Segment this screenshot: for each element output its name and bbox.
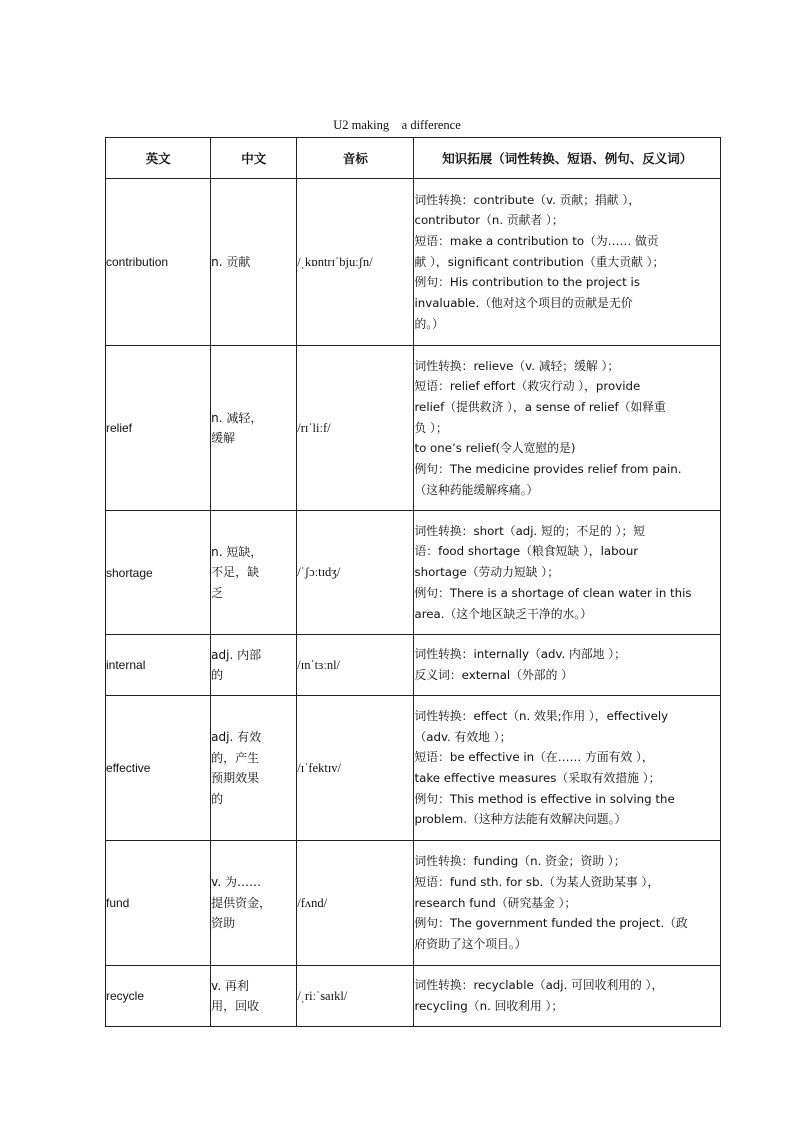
header-chinese: 中文: [211, 138, 297, 179]
chinese-line: n. 减轻，: [211, 410, 263, 425]
chinese-cell: [211, 511, 297, 635]
notes-line: 的。）: [414, 316, 444, 331]
chinese-line: adj. 有效: [211, 730, 262, 744]
phonetic-cell: /fʌnd/: [297, 841, 414, 966]
notes-cell: [414, 841, 721, 966]
chinese-line: 提供资金，: [211, 895, 272, 910]
word-cell: fund: [106, 841, 211, 966]
phonetic-cell: /ɪnˈtɜːnl/: [297, 635, 414, 696]
chinese-cell: [211, 635, 297, 696]
notes-line: 词性转换：contribute（v. 贡献；捐献 ），: [414, 192, 641, 207]
table-row: [106, 696, 721, 841]
notes-line: problem.（这种方法能有效解决问题。）: [414, 812, 627, 827]
chinese-line: n. 贡献: [211, 254, 251, 269]
notes-line: 例句：The medicine provides relief from pain.: [414, 462, 682, 477]
phonetic-cell: /ˌriːˈsaɪkl/: [297, 966, 414, 1027]
phonetic-cell: /ˈʃɔːtɪdʒ/: [297, 511, 414, 635]
chinese-line: 的: [211, 791, 224, 806]
notes-line: to one’s relief(令人宽慰的是): [414, 441, 576, 456]
table-row: [106, 346, 721, 511]
notes-line: research fund（研究基金 ）；: [414, 895, 577, 910]
chinese-line: 不足，缺: [211, 565, 260, 580]
notes-line: 反义词：external（外部的 ）: [414, 668, 573, 682]
chinese-cell: [211, 179, 297, 346]
notes-cell: [414, 346, 721, 511]
notes-line: 词性转换：effect（n. 效果;作用 ），effectively: [414, 708, 669, 723]
header-row: [106, 138, 721, 179]
notes-line: 短语：be effective in（在…… 方面有效 ），: [414, 750, 654, 765]
word-cell: recycle: [106, 966, 211, 1027]
chinese-line: 乏: [211, 585, 224, 600]
table-row: [106, 511, 721, 635]
notes-line: 负 ）；: [414, 420, 448, 435]
header-notes: 知识拓展（词性转换、短语、例句、反义词）: [414, 138, 721, 179]
chinese-cell: [211, 841, 297, 966]
notes-line: 词性转换：short（adj. 短的；不足的 ）；短: [414, 523, 646, 538]
notes-cell: [414, 696, 721, 841]
vocabulary-table: [105, 137, 721, 1027]
chinese-line: 预期效果: [211, 771, 260, 785]
notes-line: shortage（劳动力短缺 ）；: [414, 565, 559, 580]
notes-cell: [414, 635, 721, 696]
chinese-cell: [211, 346, 297, 511]
notes-line: area.（这个地区缺乏干净的水。）: [414, 606, 592, 621]
notes-line: 短语：fund sth. for sb.（为某人资助某事 ），: [414, 874, 660, 889]
notes-line: 例句：The government funded the project.（政: [414, 916, 688, 931]
chinese-line: adj. 内部: [211, 647, 262, 662]
notes-line: 词性转换：recyclable（adj. 可回收利用的 ），: [414, 978, 664, 993]
notes-line: 词性转换：internally（adv. 内部地 ）；: [414, 647, 626, 662]
chinese-cell: [211, 966, 297, 1027]
notes-line: 短语：make a contribution to（为…… 做贡: [414, 233, 659, 248]
phonetic-cell: /rɪˈliːf/: [297, 346, 414, 511]
notes-line: （adv. 有效地 ）；: [414, 729, 512, 744]
notes-line: contributor（n. 贡献者 ）；: [414, 213, 564, 228]
header-phonetic: 音标: [297, 138, 414, 179]
notes-line: 例句：There is a shortage of clean water in this: [414, 585, 692, 600]
word-cell: relief: [106, 346, 211, 511]
notes-line: 府资助了这个项目。）: [414, 937, 527, 952]
chinese-line: 的: [211, 668, 224, 682]
header-english: 英文: [106, 138, 211, 179]
table-row: [106, 966, 721, 1027]
table-row: [106, 179, 721, 346]
notes-line: 例句：His contribution to the project is: [414, 275, 640, 290]
notes-line: 词性转换：funding（n. 资金；资助 ）；: [414, 854, 626, 869]
table-row: [106, 635, 721, 696]
notes-line: take effective measures（采取有效措施 ）；: [414, 771, 661, 785]
word-cell: internal: [106, 635, 211, 696]
notes-line: 短语：relief effort（救灾行动 ），provide: [414, 379, 641, 394]
chinese-cell: [211, 696, 297, 841]
notes-line: 献 ），significant contribution（重大贡献 ）；: [414, 254, 665, 269]
chinese-line: 资助: [211, 916, 236, 931]
notes-cell: [414, 966, 721, 1027]
notes-line: relief（提供救济 ），a sense of relief（如释重: [414, 399, 666, 414]
phonetic-cell: /ɪˈfektɪv/: [297, 696, 414, 841]
chinese-line: 缓解: [211, 431, 236, 445]
notes-line: （这种药能缓解疼痛。）: [414, 482, 539, 497]
chinese-line: v. 为……: [211, 875, 261, 890]
word-cell: contribution: [106, 179, 211, 346]
notes-line: recycling（n. 回收利用 ）；: [414, 999, 564, 1013]
chinese-line: 用，回收: [211, 999, 260, 1013]
phonetic-cell: /ˌkɒntrɪˈbjuːʃn/: [297, 179, 414, 346]
notes-line: 语：food shortage（粮食短缺 ），labour: [414, 544, 639, 559]
notes-line: invaluable.（他对这个项目的贡献是无价: [414, 296, 633, 311]
table-row: [106, 841, 721, 966]
notes-line: 词性转换：relieve（v. 减轻；缓解 ）；: [414, 358, 620, 373]
chinese-line: n. 短缺，: [211, 544, 263, 559]
word-cell: shortage: [106, 511, 211, 635]
notes-line: 例句：This method is effective in solving the: [414, 791, 675, 806]
word-cell: effective: [106, 696, 211, 841]
notes-cell: [414, 511, 721, 635]
page-title: U2 making a difference: [333, 118, 461, 132]
notes-cell: [414, 179, 721, 346]
chinese-line: v. 再利: [211, 978, 249, 993]
chinese-line: 的，产生: [211, 750, 260, 765]
